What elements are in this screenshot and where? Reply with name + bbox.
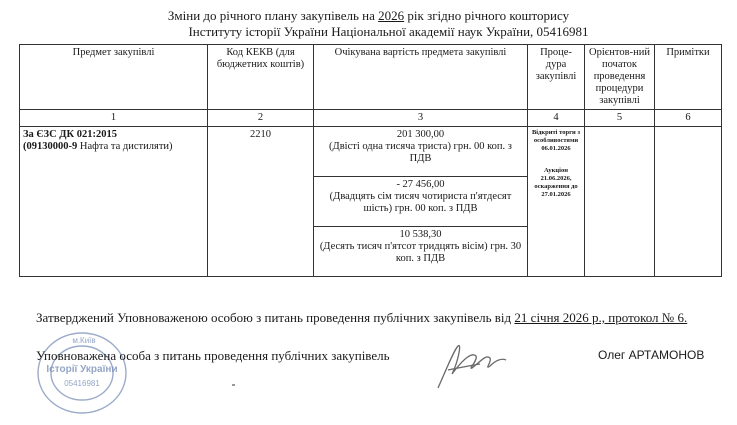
title-line-1: Зміни до річного плану закупівель на 2026 рік згідно річного кошторису [167,8,570,23]
procurement-table [19,44,722,277]
header-notes: Примітки [655,45,722,110]
approval-statement: Затверджений Уповноваженою особою з питань проведення публічних закупівель від 21 січня 2026 р., протокол № 6. [36,310,688,325]
header-procedure: Проце-дура закупівлі [528,45,585,110]
col-number: 3 [314,110,528,127]
authorized-person-label: Уповноважена особа з питань проведення публічних закупівель [36,348,390,363]
kekv-cell: 2210 [208,127,314,277]
header-kekv: Код КЕКВ (для бюджетних коштів) [208,45,314,110]
cost-cell-1: 201 300,00 (Двісті одна тисяча триста) грн. 00 коп. з ПДВ [314,127,528,177]
official-stamp [30,325,140,425]
col-number: 4 [528,110,585,127]
col-number: 2 [208,110,314,127]
start-cell [585,127,655,277]
document-title [0,8,737,40]
header-subject: Предмет закупівлі [20,45,208,110]
signer-name: Олег АРТАМОНОВ [598,348,705,362]
col-number: 1 [20,110,208,127]
title-year: 2026 [378,8,405,23]
cost-cell-3: 10 538,30 (Десять тисяч п'ятсот тридцять вісім) грн. 30 коп. з ПДВ [314,227,528,277]
table-number-row [20,110,722,127]
header-start: Орієнтов-ний початок проведення процедури закупівлі [585,45,655,110]
col-number: 5 [585,110,655,127]
table-header-row [20,45,722,110]
subject-cell: За ЄЗС ДК 021:2015 (09130000-9 Нафта та дистиляти) [20,127,208,277]
procedure-cell: Відкриті торги з особливостями 06.01.2026 Аукціон 21.06.2026, оскарження до 27.01.2026 [528,127,585,277]
stamp-code: 05416981 [64,379,100,388]
notes-cell [655,127,722,277]
approval-date: 21 січня 2026 р., протокол № 6. [514,310,688,325]
signature [428,340,523,400]
scan-speck [232,384,235,386]
stamp-city: м.Київ [72,336,96,345]
table-row [20,127,722,177]
col-number: 6 [655,110,722,127]
header-cost: Очікувана вартість предмета закупівлі [314,45,528,110]
cost-cell-2: - 27 456,00 (Двадцять сім тисяч чотириста п'ятдесят шість) грн. 00 коп. з ПДВ [314,177,528,227]
stamp-institute: Історії України [46,364,118,375]
title-line-2: Інституту історії України Національної академії наук України, 05416981 [188,24,589,39]
